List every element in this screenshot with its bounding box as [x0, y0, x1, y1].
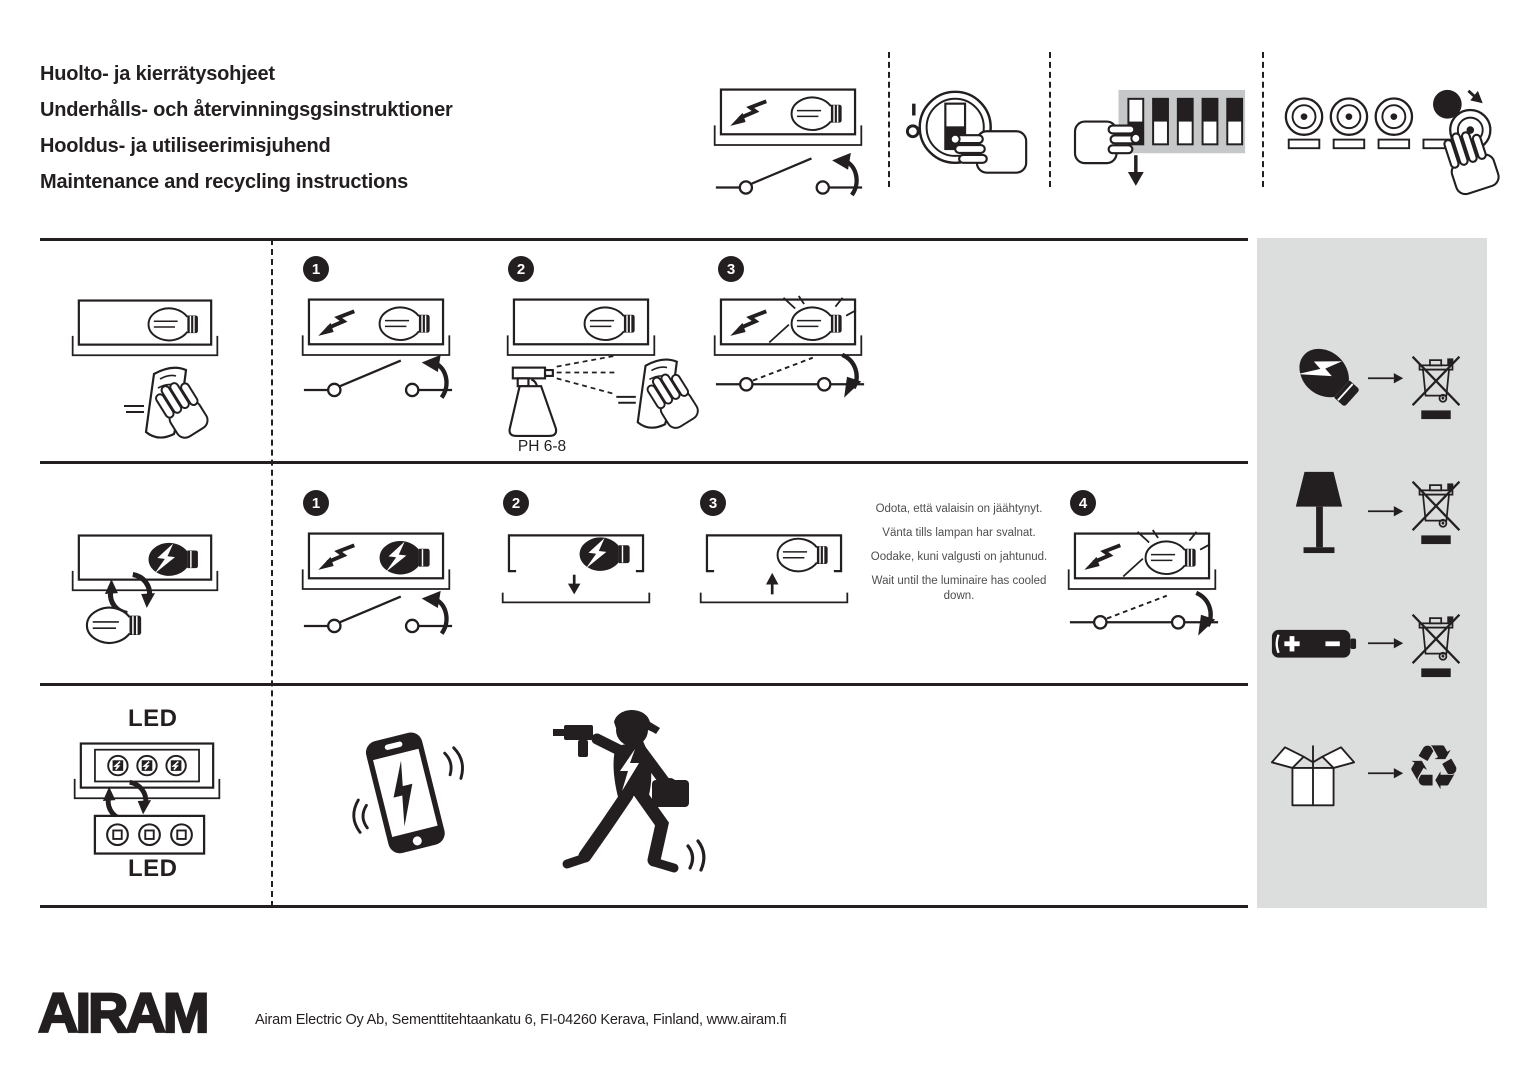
header-divider — [888, 52, 890, 187]
arrow-right-icon — [1368, 372, 1404, 385]
arrow-right-icon — [1368, 637, 1404, 650]
header-divider — [1262, 52, 1264, 187]
power-button-icon — [900, 80, 1038, 186]
packaging-box-icon — [1270, 738, 1356, 813]
switch-on-icon — [1068, 590, 1220, 645]
arrow-right-icon — [1368, 767, 1404, 780]
company-address: Airam Electric Oy Ab, Sementtitehtaankatu 6, FI-04260 Kerava, Finland, www.airam.fi — [255, 1012, 787, 1028]
recycling-icon: ♻ — [1406, 731, 1462, 804]
weee-bin-icon — [1410, 348, 1462, 423]
luminaire-broken-bulb-icon — [300, 530, 452, 596]
title-sv: Underhålls- och återvinningsgsinstruktioner — [40, 99, 453, 121]
insert-bulb-icon — [698, 530, 850, 605]
battery-icon — [1270, 628, 1358, 661]
weee-bin-icon — [1410, 473, 1462, 548]
switch-off-icon — [714, 150, 864, 199]
new-bulb-icon — [84, 604, 146, 647]
cooldown-sv: Vänta tills lampan har svalnat. — [882, 527, 1036, 539]
title-fi: Huolto- ja kierrätysohjeet — [40, 63, 275, 85]
step-badge: 4 — [1070, 490, 1096, 516]
step-badge: 2 — [508, 256, 534, 282]
cooldown-en: Wait until the luminaire has cooled down. — [871, 575, 1047, 602]
luminaire-switch-off-icon — [712, 86, 864, 152]
arrow-right-icon — [1368, 505, 1404, 518]
cooldown-fi: Odota, että valaisin on jäähtynyt. — [875, 503, 1043, 515]
weee-bin-icon — [1410, 606, 1462, 681]
table-rule — [40, 238, 1248, 241]
page-title-block — [40, 56, 453, 200]
step-badge: 1 — [303, 490, 329, 516]
luminaire-shine-icon — [1066, 530, 1218, 596]
luminaire-lamp-icon — [1290, 468, 1348, 557]
cooldown-et: Oodake, kuni valgusti on jahtunud. — [870, 551, 1048, 563]
dimmer-knobs-icon — [1283, 88, 1498, 195]
switch-on-icon — [714, 352, 866, 407]
table-rule — [40, 461, 1248, 464]
ph-range-label: PH 6-8 — [517, 438, 567, 455]
wiping-hand-icon — [122, 362, 218, 446]
led-label-top: LED — [128, 705, 178, 732]
cooldown-note — [868, 502, 1050, 613]
switch-off-icon — [302, 588, 454, 637]
step-badge: 1 — [303, 256, 329, 282]
electrician-icon — [540, 698, 710, 898]
dip-switch-icon — [1075, 84, 1253, 195]
title-en: Maintenance and recycling instructions — [40, 171, 409, 193]
step-badge: 2 — [503, 490, 529, 516]
table-rule — [40, 683, 1248, 686]
title-et: Hooldus- ja utiliseerimisjuhend — [40, 135, 331, 157]
table-column-divider — [271, 239, 273, 907]
new-led-strip-icon — [93, 814, 206, 855]
step-badge: 3 — [718, 256, 744, 282]
airam-logo: AIRAM — [38, 981, 207, 1044]
table-rule — [40, 905, 1248, 908]
switch-off-icon — [302, 352, 454, 401]
step-badge: 3 — [700, 490, 726, 516]
led-label-bottom: LED — [128, 855, 178, 882]
phone-call-icon — [352, 728, 460, 863]
luminaire-wipe-icon — [70, 297, 220, 362]
remove-bulb-icon — [500, 530, 652, 605]
header-divider — [1049, 52, 1051, 187]
